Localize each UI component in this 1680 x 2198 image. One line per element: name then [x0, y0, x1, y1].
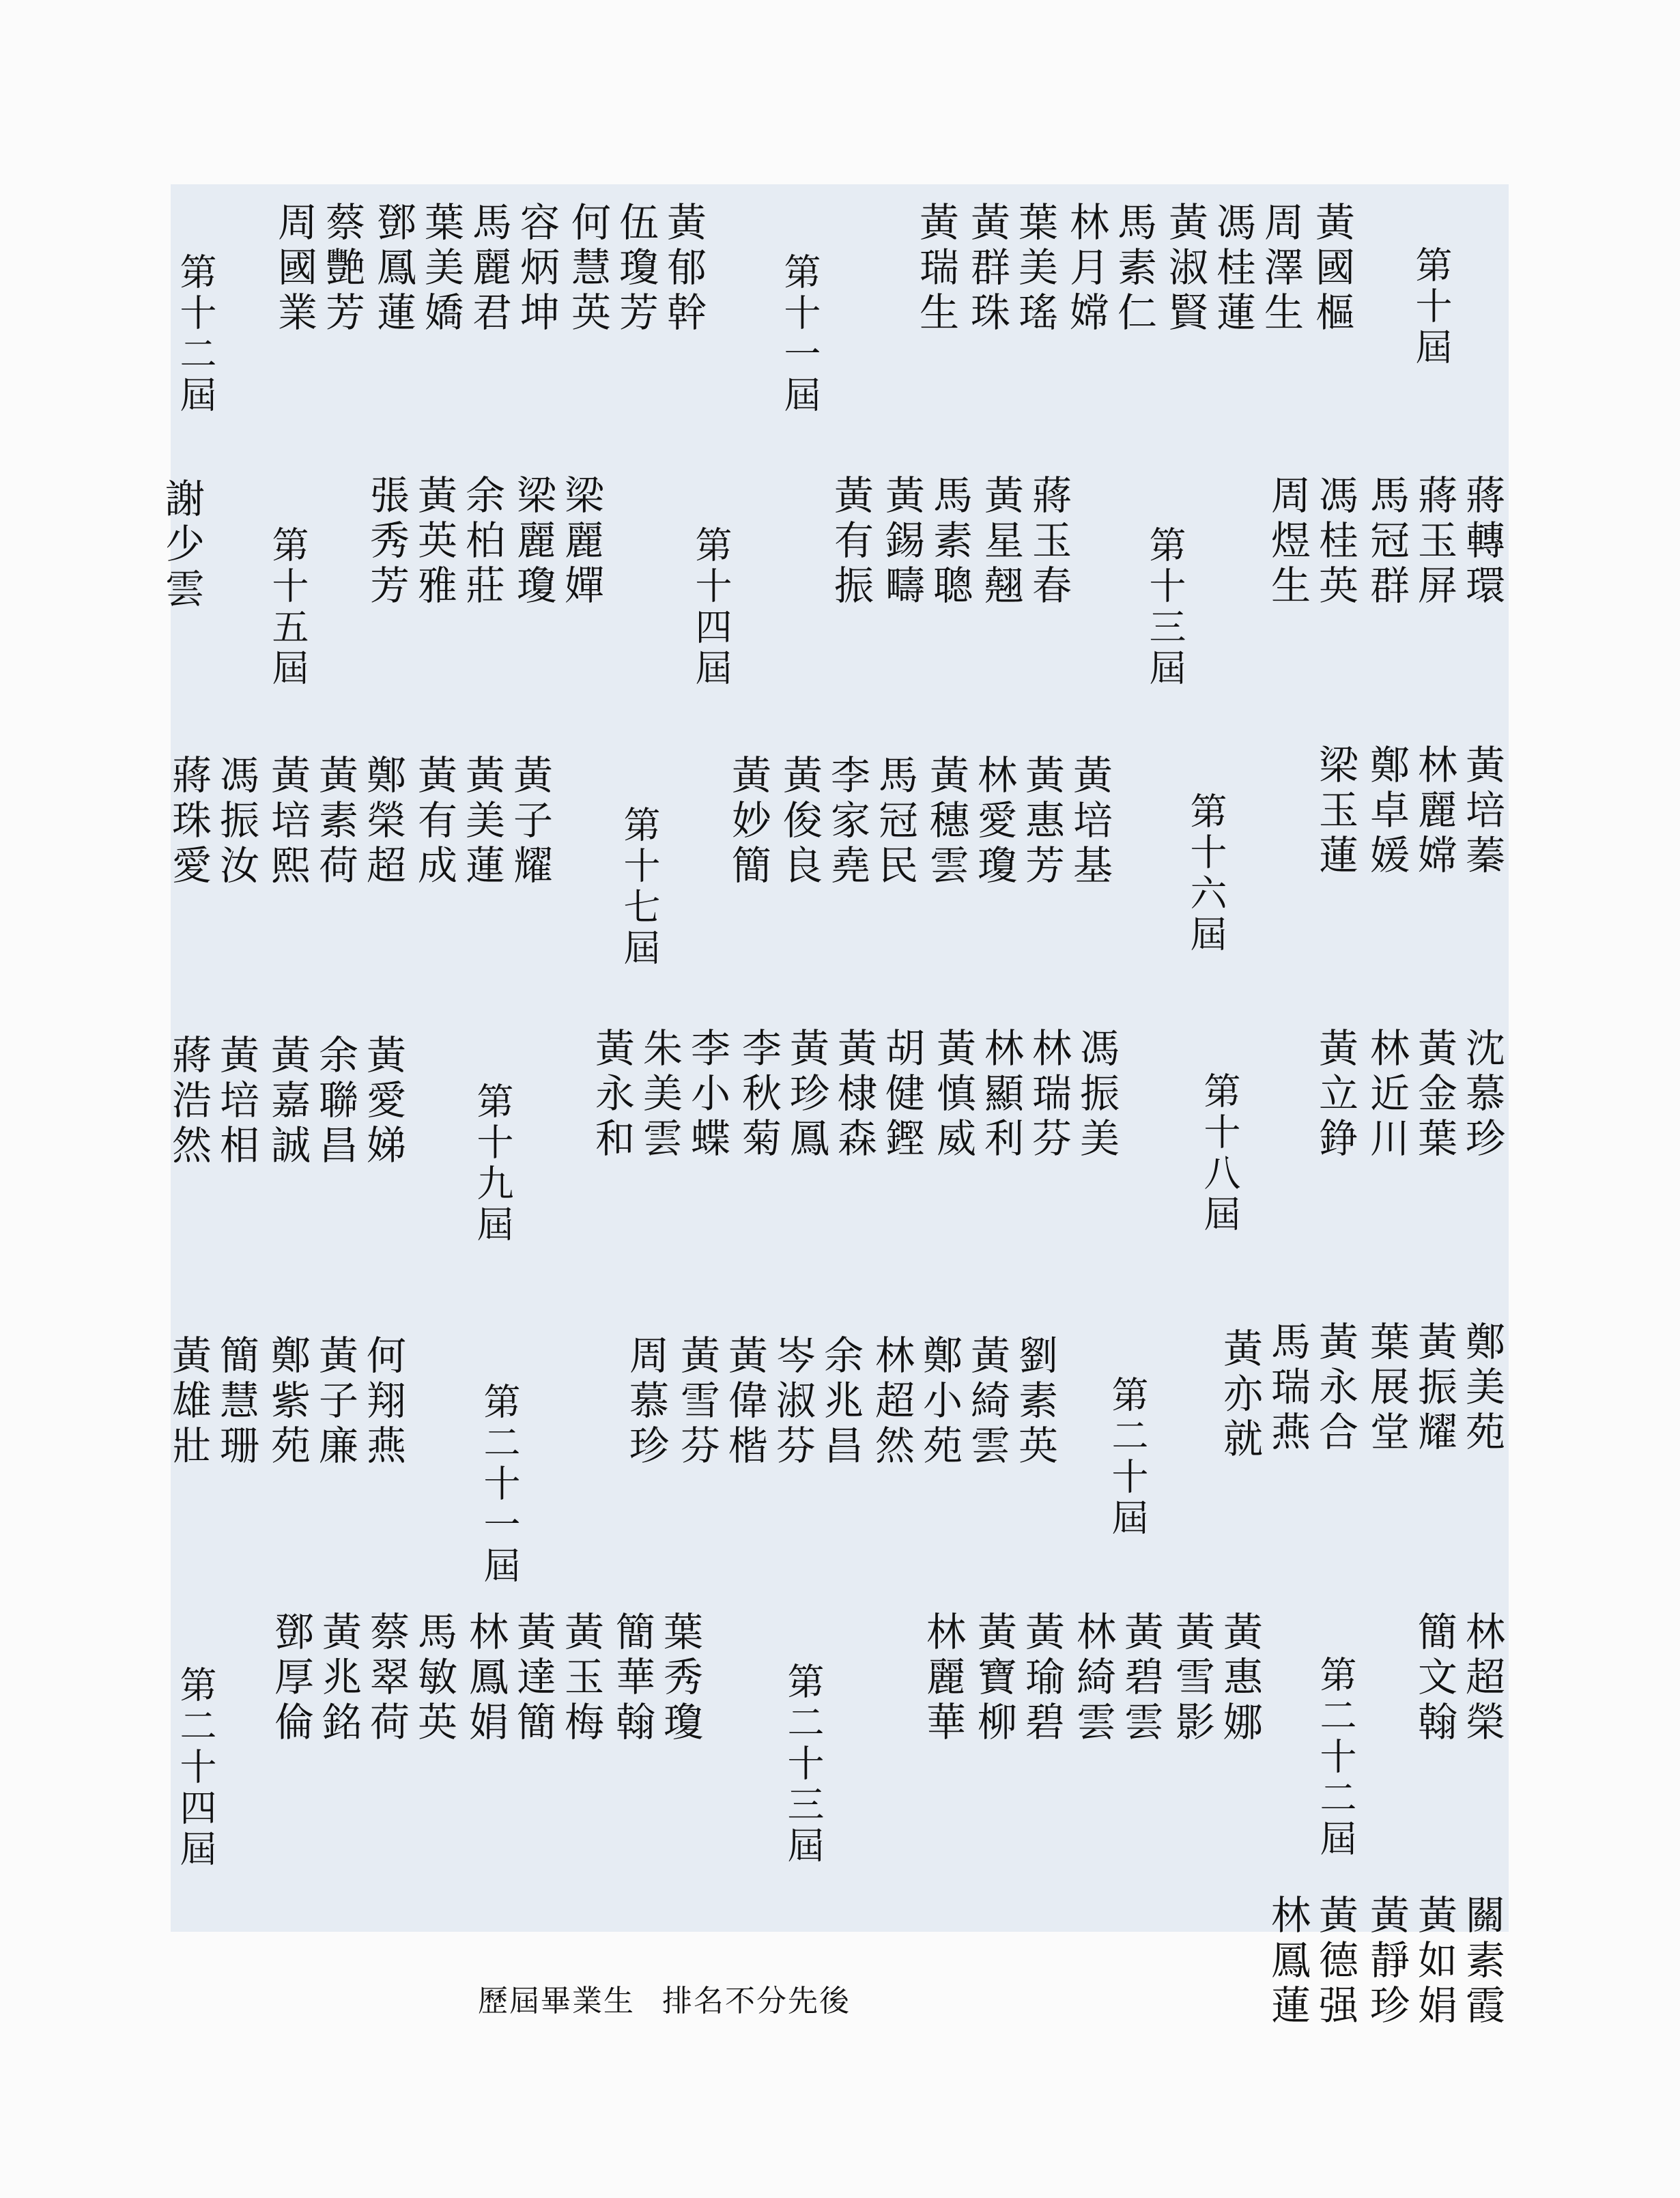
graduate-name: 黃淑賢 [1162, 201, 1208, 337]
graduate-name: 伍瓊芳 [612, 201, 659, 337]
graduate-name: 何翔燕 [360, 1334, 406, 1470]
graduate-name: 林麗華 [920, 1611, 966, 1746]
graduate-name: 黃英雅 [411, 474, 457, 610]
graduate-name: 黃碧雲 [1117, 1611, 1164, 1746]
graduate-name: 馬麗君 [466, 201, 512, 337]
graduate-name: 梁麗嬋 [558, 474, 604, 610]
graduate-name: 黃培熙 [264, 754, 311, 889]
graduate-name: 余聯昌 [312, 1034, 358, 1169]
graduate-name: 黃兆銘 [315, 1611, 362, 1746]
graduate-name: 李秋菊 [735, 1027, 782, 1162]
graduate-name: 胡健鏗 [879, 1027, 925, 1162]
graduate-name: 黃棣森 [831, 1027, 877, 1162]
graduate-name: 謝少雲 [158, 478, 205, 613]
graduate-name: 黃妙簡 [725, 754, 771, 889]
graduate-name: 李小蝶 [684, 1027, 730, 1162]
graduate-name: 葉美瑤 [1012, 201, 1058, 337]
class-heading: 第十六屆 [1184, 792, 1227, 956]
graduate-name: 黃永合 [1312, 1321, 1358, 1456]
class-heading: 第二十四屆 [174, 1666, 217, 1870]
graduate-name: 黃綺雲 [964, 1334, 1010, 1470]
graduate-name: 黃穗雲 [923, 754, 969, 889]
graduate-name: 黃達簡 [510, 1611, 556, 1746]
caption-note: 排名不分先後 [662, 1984, 851, 2018]
graduate-name: 黃培相 [213, 1034, 259, 1169]
graduate-name: 黃偉楷 [722, 1334, 768, 1470]
graduate-name: 黃群珠 [964, 201, 1010, 337]
class-heading: 第十屆 [1410, 246, 1453, 369]
graduate-name: 朱美雲 [636, 1027, 683, 1162]
class-heading: 第二十屆 [1106, 1375, 1149, 1539]
graduate-name: 林鳳蓮 [1264, 1894, 1311, 2029]
graduate-name: 馬冠民 [872, 754, 918, 889]
graduate-name: 黃雪影 [1169, 1611, 1215, 1746]
graduate-name: 鄧厚倫 [268, 1611, 314, 1746]
graduate-name: 黃愛娣 [360, 1034, 406, 1169]
graduate-name: 周慕珍 [623, 1334, 669, 1470]
graduate-name: 林瑞芬 [1025, 1027, 1072, 1162]
graduate-name: 黃立錚 [1312, 1027, 1358, 1162]
graduate-name: 鄧鳳蓮 [370, 201, 416, 337]
caption [478, 1976, 878, 2020]
graduate-name: 黃郁幹 [660, 201, 707, 337]
class-heading: 第十九屆 [471, 1082, 514, 1246]
graduate-name: 鄭紫苑 [264, 1334, 311, 1470]
graduate-name: 黃惠娜 [1216, 1611, 1263, 1746]
graduate-name: 黃美蓮 [459, 754, 505, 889]
graduate-name: 黃雄壯 [165, 1334, 212, 1470]
graduate-name: 葉秀瓊 [657, 1611, 703, 1746]
graduate-name: 黃珍鳳 [783, 1027, 829, 1162]
graduate-name: 蔣珠愛 [165, 754, 212, 889]
graduate-name: 簡慧珊 [213, 1334, 259, 1470]
graduate-name: 沈慕珍 [1459, 1027, 1505, 1162]
graduate-name: 黃有成 [411, 754, 457, 889]
graduate-name: 黃俊良 [776, 754, 823, 889]
graduate-name: 馬敏英 [411, 1611, 457, 1746]
class-heading: 第十四屆 [689, 526, 732, 689]
caption-title: 歷屆畢業生 [478, 1984, 635, 2018]
class-heading: 第二十一屆 [478, 1382, 521, 1587]
graduate-name: 黃德强 [1312, 1894, 1358, 2029]
graduate-name: 黃靜珍 [1363, 1894, 1410, 2029]
graduate-name: 馮振汝 [213, 754, 259, 889]
graduate-name: 蔡翠荷 [363, 1611, 410, 1746]
graduate-name: 黃金葉 [1411, 1027, 1457, 1162]
graduate-name: 黃振耀 [1411, 1321, 1457, 1456]
graduate-name: 黃亦就 [1216, 1328, 1263, 1463]
class-heading: 第十二屆 [174, 253, 217, 416]
graduate-name: 黃如娟 [1411, 1894, 1457, 2029]
class-heading: 第二十二屆 [1314, 1655, 1357, 1860]
graduate-name: 簡文翰 [1411, 1611, 1457, 1746]
graduate-name: 容炳坤 [513, 201, 560, 337]
graduate-name: 鄭卓媛 [1363, 744, 1410, 879]
graduate-name: 蔡艷芳 [319, 201, 365, 337]
graduate-name: 鄭榮超 [360, 754, 406, 889]
class-heading: 第十五屆 [266, 526, 309, 689]
graduate-name: 周煜生 [1264, 474, 1311, 610]
graduate-name: 張秀芳 [363, 474, 410, 610]
graduate-name: 黃玉梅 [558, 1611, 604, 1746]
graduate-name: 蔣轉環 [1459, 474, 1505, 610]
graduate-name: 馬素仁 [1111, 201, 1157, 337]
graduate-name: 葉美嬌 [418, 201, 464, 337]
graduate-name: 林超榮 [1459, 1611, 1505, 1746]
graduate-name: 黃有振 [827, 474, 874, 610]
class-heading: 第十七屆 [618, 805, 661, 969]
graduate-name: 簡華翰 [609, 1611, 655, 1746]
graduate-name: 黃培基 [1066, 754, 1113, 889]
class-heading: 第十三屆 [1143, 526, 1186, 689]
graduate-name: 黃子耀 [507, 754, 553, 889]
graduate-name: 黃嘉誠 [264, 1034, 311, 1169]
graduate-name: 黃慎威 [930, 1027, 976, 1162]
graduate-name: 林近川 [1363, 1027, 1410, 1162]
graduate-name: 余兆昌 [817, 1334, 864, 1470]
graduate-name: 周澤生 [1257, 201, 1304, 337]
graduate-name: 馬素聰 [926, 474, 973, 610]
graduate-name: 林月嫦 [1063, 201, 1109, 337]
graduate-name: 馮振美 [1073, 1027, 1120, 1162]
graduate-name: 黃寶柳 [971, 1611, 1017, 1746]
graduate-name: 余柏莊 [459, 474, 505, 610]
graduate-name: 周國業 [271, 201, 317, 337]
class-heading: 第十一屆 [778, 253, 821, 416]
graduate-name: 林綺雲 [1070, 1611, 1116, 1746]
graduate-name: 馮桂蓮 [1210, 201, 1256, 337]
graduate-name: 黃錫疇 [879, 474, 925, 610]
graduate-name: 劉素英 [1012, 1334, 1058, 1470]
graduate-name: 黃瑞生 [913, 201, 959, 337]
graduate-name: 黃星翹 [978, 474, 1024, 610]
graduate-name: 何慧英 [565, 201, 611, 337]
graduate-name: 黃子廉 [312, 1334, 358, 1470]
graduate-name: 梁麗瓊 [510, 474, 556, 610]
graduate-name: 馬瑞燕 [1264, 1321, 1311, 1456]
graduate-name: 林顯利 [978, 1027, 1024, 1162]
graduate-name: 黃雪芬 [674, 1334, 720, 1470]
graduate-name: 蔣浩然 [165, 1034, 212, 1169]
graduate-name: 馬冠群 [1363, 474, 1410, 610]
graduate-name: 林超然 [868, 1334, 915, 1470]
graduate-name: 蔣玉春 [1025, 474, 1072, 610]
graduate-name: 黃國樞 [1309, 201, 1355, 337]
graduate-name: 關素霞 [1459, 1894, 1505, 2029]
graduate-name: 鄭美苑 [1459, 1321, 1505, 1456]
graduate-name: 黃培蓁 [1459, 744, 1505, 879]
graduate-name: 林愛瓊 [971, 754, 1017, 889]
graduate-name: 梁玉蓮 [1312, 744, 1358, 879]
graduate-name: 林鳳娟 [462, 1611, 509, 1746]
class-heading: 第十八屆 [1198, 1072, 1241, 1236]
graduate-name: 岑淑芬 [769, 1334, 816, 1470]
graduate-name: 蔣玉屏 [1411, 474, 1457, 610]
graduate-name: 林麗嫦 [1411, 744, 1457, 879]
graduate-name: 鄭小苑 [916, 1334, 963, 1470]
graduate-name: 馮桂英 [1312, 474, 1358, 610]
graduate-name: 葉展堂 [1363, 1321, 1410, 1456]
graduate-name: 黃瑜碧 [1019, 1611, 1065, 1746]
graduate-name: 李家堯 [824, 754, 870, 889]
graduate-name: 黃素荷 [312, 754, 358, 889]
graduate-name: 黃永和 [588, 1027, 635, 1162]
class-heading: 第二十三屆 [782, 1662, 825, 1867]
graduate-name: 黃惠芳 [1019, 754, 1065, 889]
